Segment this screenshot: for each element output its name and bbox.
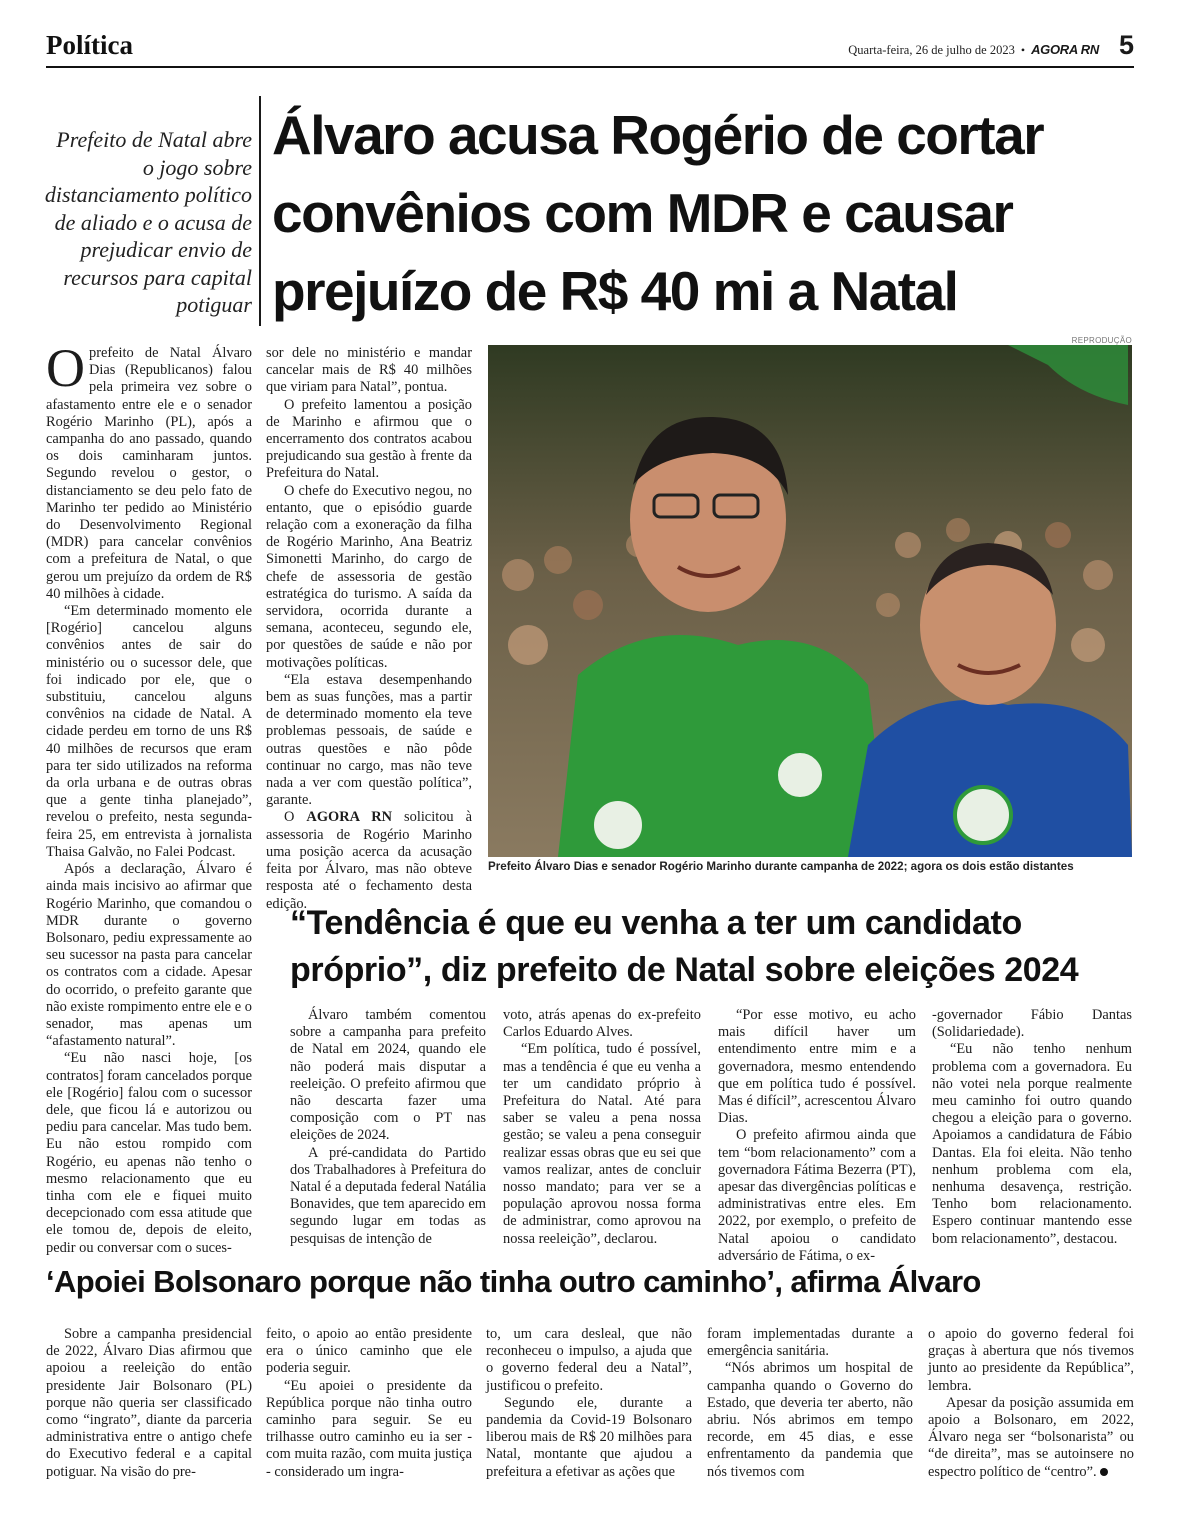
paragraph: -governador Fábio Dantas (Solidariedade). bbox=[932, 1007, 1132, 1041]
paragraph bbox=[46, 338, 252, 603]
section3-column-5 bbox=[928, 1326, 1134, 1481]
paragraph: to, um cara desleal, que não reconheceu o impulso, a ajuda que o governo federal deu a Natal”, justificou o prefeito. bbox=[486, 1326, 692, 1394]
end-of-article-mark bbox=[1100, 1468, 1108, 1476]
article-column-1 bbox=[46, 338, 252, 1257]
paragraph: sor dele no ministério e mandar cancelar mais de R$ 40 milhões que viriam para Natal”, pontua. bbox=[266, 345, 472, 396]
paper-logo: AGORA RN bbox=[1031, 42, 1099, 57]
photo-caption: Prefeito Álvaro Dias e senador Rogério Marinho durante campanha de 2022; agora os dois estão distantes bbox=[488, 860, 1074, 873]
paragraph: “Em determinado momento ele [Rogério] cancelou alguns convênios antes de sair do ministério ou o sucessor dele, que foi indicado por ele, que o substituiu, cancelou alguns convênios na cidade de Natal. A cidade perdeu em torno de uns R$ 40 milhões de recursos que eram para ter sido utilizados na reforma da orla urbana e de outras obras que a gente tinha planejado”, revelou o prefeito, nesta segunda-feira 25, em entrevista à jornalista Thaisa Galvão, no Falei Podcast. bbox=[46, 603, 252, 860]
paragraph: “Eu apoiei o presidente da República porque não tinha outro caminho para seguir. Se eu trilhasse outro caminho eu ia ser - com muita razão, com muita justiça - considerado um ingra- bbox=[266, 1377, 472, 1480]
article-deck: Prefeito de Natal abre o jogo sobre distanciamento político de aliado e o acusa de prejudicar envio de recursos para capital potiguar bbox=[44, 127, 252, 317]
paragraph: A pré-candidata do Partido dos Trabalhadores à Prefeitura do Natal é a deputada federal Natália Bonavides, que tem aparecido em segundo lugar em todas as pesquisas de intenção de bbox=[290, 1144, 486, 1247]
paragraph: “Por esse motivo, eu acho mais difícil haver um entendimento entre mim e a governadora, mesmo entendendo que em política tudo é possível. Mas é difícil”, acrescentou Álvaro Dias. bbox=[718, 1007, 916, 1127]
paragraph: “Ela estava desempenhando bem as suas funções, mas a partir de determinado momento ela teve problemas pessoais, de saúde e outras questões e não pôde continuar no cargo, mas não teve nada a ver com questão política”, garante. bbox=[266, 671, 472, 809]
paragraph-text: Apesar da posição assumida em apoio a Bolsonaro, em 2022, Álvaro nega ser “bolsonarista” ou “de direita”, mas se autoinsere no espectro político de “centro”. bbox=[928, 1394, 1134, 1480]
paragraph: voto, atrás apenas do ex-prefeito Carlos Eduardo Alves. bbox=[503, 1007, 701, 1041]
section-label: Política bbox=[46, 30, 133, 60]
paragraph bbox=[266, 809, 472, 912]
paragraph: feito, o apoio ao então presidente era o único caminho que ele poderia seguir. bbox=[266, 1326, 472, 1377]
paragraph: Segundo ele, durante a pandemia da Covid-19 Bolsonaro liberou mais de R$ 20 milhões para Natal, montante que ajudou a prefeitura a efetivar as ações que bbox=[486, 1394, 692, 1480]
article-photo bbox=[488, 345, 1132, 857]
section2-column-2 bbox=[503, 1007, 701, 1248]
main-headline: Álvaro acusa Rogério de cortar convênios com MDR e causar prejuízo de R$ 40 mi a Natal bbox=[272, 104, 1044, 322]
article-column-2 bbox=[266, 345, 472, 913]
paragraph: “Nós abrimos um hospital de campanha quando o Governo do Estado, que deveria ter aberto, não abriu. Nós abrimos em tempo recorde, em 45 dias, e esse enfrentamento da pandemia que nós tivemos com bbox=[707, 1360, 913, 1480]
issue-date: Quarta-feira, 26 de julho de 2023 bbox=[848, 43, 1015, 57]
paragraph: Álvaro também comentou sobre a campanha para prefeito de Natal em 2024, quando ele não poderá mais disputar a reeleição. O prefeito afirmou que não descarta fazer uma composição com o PT nas eleições de 2024. bbox=[290, 1007, 486, 1144]
photo-credit: REPRODUÇÃO bbox=[1071, 336, 1132, 345]
paragraph: O prefeito lamentou a posição de Marinho e afirmou que o encerramento dos contratos acabou prejudicando sua gestão à frente da Prefeitura do Natal. bbox=[266, 396, 472, 482]
subheadline-candidate: “Tendência é que eu venha a ter um candidato próprio”, diz prefeito de Natal sobre eleições 2024 bbox=[290, 904, 1079, 989]
section2-column-4 bbox=[932, 1007, 1132, 1248]
section3-column-3 bbox=[486, 1326, 692, 1481]
subheadline-bolsonaro: ‘Apoiei Bolsonaro porque não tinha outro caminho’, afirma Álvaro bbox=[46, 1264, 981, 1299]
deck-divider bbox=[259, 96, 261, 326]
page-header bbox=[46, 28, 1134, 64]
paragraph: “Em política, tudo é possível, mas a tendência é que eu venha a ter um candidato próprio à Prefeitura do Natal. Até para saber se valeu a pena nossa gestão; se valeu a pena conseguir realizar essas obras que eu sei que vamos realizar, antes de concluir nosso mandato; para ver se a população aprovou nossa forma de administrar, como aprovou na nossa reeleição”, declarou. bbox=[503, 1041, 701, 1247]
paragraph: Sobre a campanha presidencial de 2022, Álvaro Dias afirmou que apoiou a reeleição do então presidente Jair Bolsonaro (PL) porque não queria ser classificado como “ingrato”, diante da parceria administrativa entre o antigo chefe do Executivo federal e a capital potiguar. Na visão do pre- bbox=[46, 1326, 252, 1480]
paragraph: Após a declaração, Álvaro é ainda mais incisivo ao afirmar que Rogério Marinho, que comandou o MDR durante o governo Bolsonaro, pediu expressamente ao seu sucessor na pasta para cancelar os contratos com a cidade. Apesar do ocorrido, o prefeito garante que não existe rompimento entre ele e o senador, mas apenas um “afastamento natural”. bbox=[46, 861, 252, 1050]
paragraph-text: prefeito de Natal Álvaro Dias (Republicanos) falou pela primeira vez sobre o afastamento entre ele e o senador Rogério Marinho (PL), após a campanha do ano passado, quando os dois caminharam juntos. Segundo revelou o gestor, o distanciamento se deu pelo fato de Marinho ter pedido ao Ministério do Desenvolvimento Regional (MDR) para cancelar convênios com a prefeitura de Natal, o que gerou um prejuízo da ordem de R$ 40 milhões à cidade. bbox=[46, 345, 252, 602]
page-number: 5 bbox=[1118, 30, 1134, 60]
drop-cap: O bbox=[46, 338, 85, 398]
section2-column-1 bbox=[290, 1007, 486, 1248]
section2-column-3 bbox=[718, 1007, 916, 1265]
paragraph: O chefe do Executivo negou, no entanto, que o episódio guarde relação com a exoneração da filha de Rogério Marinho, Ana Beatriz Simonetti Marinho, do cargo de chefe de assessoria de gestão estratégica do turismo. A saída da servidora, ocorrida durante a semana, aconteceu, segundo ele, por questões de saúde e não por motivações políticas. bbox=[266, 482, 472, 671]
paragraph: “Eu não nasci hoje, [os contratos] foram cancelados porque ele [Rogério] falou com o sucessor dele, que ficou lá e autorizou ou pediu para cancelar. Mas tudo bem. Eu não estou rompido com Rogério, eu apenas não tenho o mesmo relacionamento que eu tinha com ele e fiquei muito decepcionado com essa atitude que ele tomou de, depois de eleito, pedir ou conversar com o suces- bbox=[46, 1050, 252, 1256]
paragraph: “Eu não tenho nenhum problema com a governadora. Eu não votei nela porque realmente meu caminho foi outro quando chegou a eleição para o governo. Apoiamos a candidatura de Fábio Dantas. Ela foi eleita. Não tenho nenhum problema com ela, nenhuma desavença, restrição. Tenho bom relacionamento. Espero continuar mantendo esse bom relacionamento”, destacou. bbox=[932, 1041, 1132, 1247]
header-separator: • bbox=[1020, 43, 1026, 57]
section3-column-1 bbox=[46, 1326, 252, 1481]
paragraph: o apoio do governo federal foi graças à abertura que nós tivemos junto ao presidente da República”, lembra. bbox=[928, 1326, 1134, 1394]
section3-column-4 bbox=[707, 1326, 913, 1481]
paragraph-text: solicitou à assessoria de Rogério Marinho uma posição acerca da acusação feita por Álvaro, mas não obteve resposta até o fechamento desta edição. bbox=[266, 809, 472, 912]
header-meta bbox=[848, 32, 1134, 59]
paragraph bbox=[928, 1395, 1134, 1481]
header-rule bbox=[46, 66, 1134, 68]
paragraph: foram implementadas durante a emergência sanitária. bbox=[707, 1326, 913, 1360]
paragraph: O prefeito afirmou ainda que tem “bom relacionamento” com a governadora Fátima Bezerra (PT), apesar das divergências políticas e administrativas entre eles. Em 2022, por exemplo, o prefeito de Natal apoiou o candidato adversário de Fátima, o ex- bbox=[718, 1127, 916, 1264]
paper-name-inline: AGORA RN bbox=[306, 809, 392, 826]
paragraph-text: O bbox=[284, 809, 307, 826]
photo-illustration bbox=[488, 345, 1132, 857]
section3-column-2 bbox=[266, 1326, 472, 1481]
